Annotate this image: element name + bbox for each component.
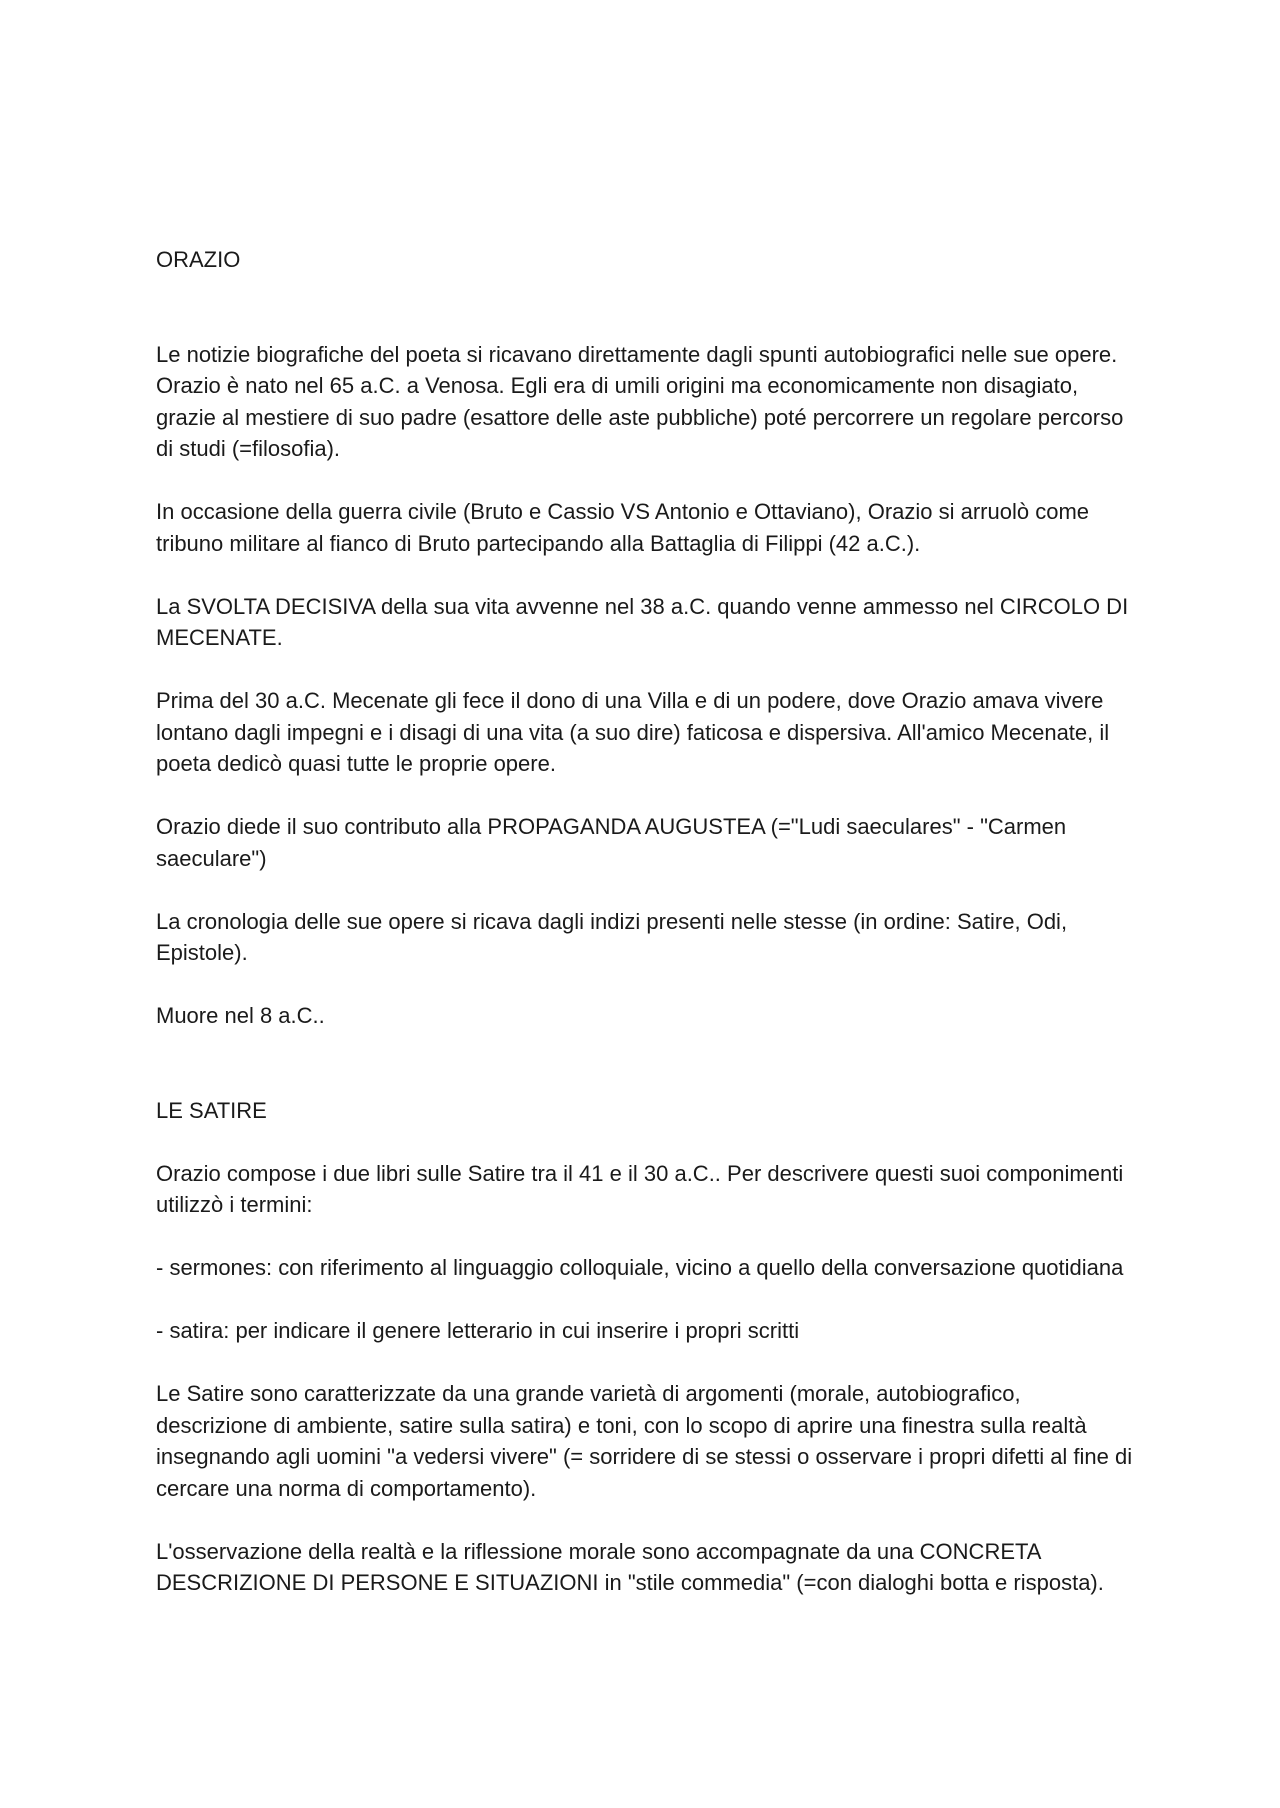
paragraph: La cronologia delle sue opere si ricava dagli indizi presenti nelle stesse (in ordine: Satire, Odi, Epistole). xyxy=(156,908,1068,965)
paragraph: Muore nel 8 a.C.. xyxy=(156,1003,325,1028)
spacer xyxy=(156,1032,1136,1095)
paragraph: La SVOLTA DECISIVA della sua vita avvenne nel 38 a.C. quando venne ammesso nel CIRCOLO DI MECENATE. xyxy=(156,593,1129,650)
paragraph: Le notizie biografiche del poeta si ricavano direttamente dagli spunti autobiografici nelle sue opere. Orazio è nato nel 65 a.C. a Venosa. Egli era di umili origini ma economicamente non disagiato, grazie al mestiere di suo padre (esattore delle aste pubbliche) poté percorrere un regolare percorso di studi (=filosofia). xyxy=(156,341,1124,461)
paragraph: Prima del 30 a.C. Mecenate gli fece il dono di una Villa e di un podere, dove Orazio amava vivere lontano dagli impegni e i disagi di una vita (a suo dire) faticosa e dispersiva. All'amico Mecenate, il poeta dedicò quasi tutte le proprie opere. xyxy=(156,688,1110,776)
paragraph: L'osservazione della realtà e la riflessione morale sono accompagnate da una CONCRETA DESCRIZIONE DI PERSONE E SITUAZIONI in "stile commedia" (=con dialoghi botta e risposta). xyxy=(156,1538,1104,1595)
section-title-orazio: ORAZIO xyxy=(156,247,241,272)
document-page xyxy=(156,244,1136,1630)
spacer xyxy=(156,276,1136,339)
paragraph: Le Satire sono caratterizzate da una grande varietà di argomenti (morale, autobiografico, descrizione di ambiente, satire sulla satira) e toni, con lo scopo di aprire una finestra sulla realtà insegnando agli uomini "a vedersi vivere" (= sorridere di se stessi o osservare i propri difetti al fine di cercare una norma di comportamento). xyxy=(156,1381,1133,1501)
paragraph: In occasione della guerra civile (Bruto e Cassio VS Antonio e Ottaviano), Orazio si arruolò come tribuno militare al fianco di Bruto partecipando alla Battaglia di Filippi (42 a.C.). xyxy=(156,499,1090,556)
paragraph: Orazio compose i due libri sulle Satire tra il 41 e il 30 a.C.. Per descrivere questi suoi componimenti utilizzò i termini: xyxy=(156,1160,1124,1217)
list-item: - sermones: con riferimento al linguaggio colloquiale, vicino a quello della conversazione quotidiana xyxy=(156,1255,1124,1280)
list-item: - satira: per indicare il genere letterario in cui inserire i propri scritti xyxy=(156,1318,800,1343)
paragraph: Orazio diede il suo contributo alla PROPAGANDA AUGUSTEA (="Ludi saeculares" - "Carmen saeculare") xyxy=(156,814,1067,871)
section-title-le-satire: LE SATIRE xyxy=(156,1097,267,1123)
